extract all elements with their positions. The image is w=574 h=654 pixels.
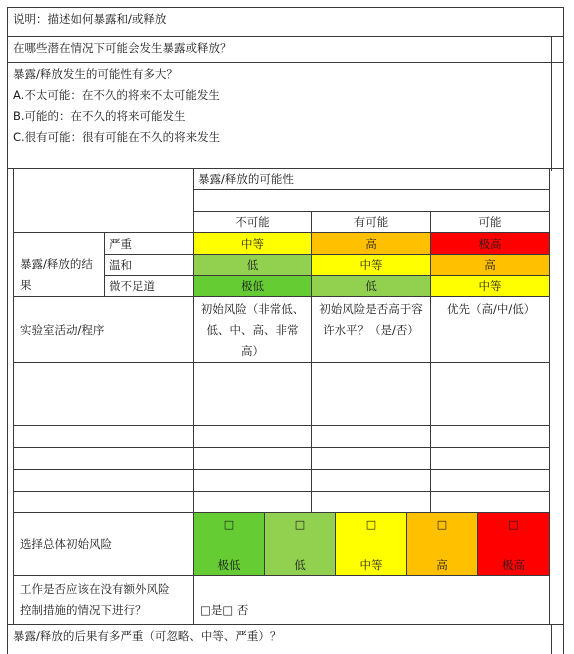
- activity-row-4-col0[interactable]: [13, 469, 194, 492]
- risk-cell-negligible-unlikely: [193, 275, 312, 297]
- option-c: C.很有可能：很有可能在不久的将来发生: [13, 130, 221, 144]
- activity-row-1-col0[interactable]: [13, 362, 194, 426]
- consequence-label-cell: [13, 232, 105, 297]
- activity-row-4-col3[interactable]: [430, 469, 550, 492]
- matrix-corner-cell: [13, 168, 194, 233]
- activity-row-2-col2[interactable]: [311, 425, 431, 448]
- activity-row-2-col1[interactable]: [193, 425, 312, 448]
- row-label-moderate: [104, 254, 194, 276]
- proceed-answer-cell: [193, 575, 550, 625]
- risk-cell-severe-possible: [311, 232, 431, 255]
- risk-option-label: 中等: [359, 558, 383, 572]
- risk-value: 极高: [478, 236, 502, 251]
- risk-cell-moderate-unlikely: [193, 254, 312, 276]
- activities-header-above-tolerance: [311, 296, 431, 363]
- activity-row-1-col2[interactable]: [311, 362, 431, 426]
- risk-value: 中等: [359, 258, 383, 272]
- proceed-question-cell: [13, 575, 194, 625]
- risk-option-label: 高: [436, 558, 448, 572]
- activity-row-2-col3[interactable]: [430, 425, 550, 448]
- activity-row-4-col2[interactable]: [311, 469, 431, 492]
- checkbox-icon[interactable]: □: [223, 518, 235, 531]
- risk-value: 中等: [478, 279, 502, 293]
- footer-question: 暴露/释放的后果有多严重（可忽略、中等、严重）？: [13, 629, 282, 643]
- activity-row-2-col0[interactable]: [13, 425, 194, 448]
- checkbox-icon[interactable]: □: [436, 518, 448, 531]
- activity-row-3-col1[interactable]: [193, 447, 312, 470]
- consequence-label-line2: 果: [20, 278, 32, 292]
- col-likely-label: 可能: [478, 215, 502, 229]
- activity-row-4-col1[interactable]: [193, 469, 312, 492]
- moderate-label: 温和: [109, 258, 132, 272]
- risk-cell-negligible-likely: [430, 275, 550, 297]
- severe-label: 严重: [109, 236, 132, 251]
- risk-cell-severe-likely: [430, 232, 550, 255]
- initial-risk-header: 初始风险（非常低、低、中、高、非常高）: [200, 302, 305, 358]
- risk-value: 低: [365, 279, 377, 293]
- instructions-title: 说明：描述如何暴露和/或释放: [13, 12, 167, 26]
- proceed-question-line2: 控制措施的情况下进行？: [20, 603, 147, 617]
- footer-right-line: [551, 624, 552, 654]
- activity-row-1-col1[interactable]: [193, 362, 312, 426]
- activity-row-3-col2[interactable]: [311, 447, 431, 470]
- activities-label: 实验室活动/程序: [20, 322, 105, 337]
- likelihood-spacer: [193, 189, 550, 212]
- activity-row-3-col0[interactable]: [13, 447, 194, 470]
- risk-option-very-low[interactable]: [193, 512, 265, 576]
- risk-value: 极低: [241, 279, 264, 293]
- row-label-negligible: [104, 275, 194, 297]
- risk-option-high[interactable]: [406, 512, 478, 576]
- row-label-severe: [104, 232, 194, 255]
- activity-row-5-col2[interactable]: [311, 491, 431, 513]
- col-header-likely: [430, 211, 550, 233]
- checkbox-icon[interactable]: □: [294, 518, 306, 531]
- activities-header-initial-risk: [193, 296, 312, 363]
- risk-value: 高: [484, 258, 496, 272]
- col-header-unlikely: [193, 211, 312, 233]
- option-b: B.可能的：在不久的将来可能发生: [13, 109, 186, 123]
- row-divider-2: [7, 62, 564, 63]
- activity-row-1-col3[interactable]: [430, 362, 550, 426]
- priority-header: 优先（高/中/低）: [447, 302, 536, 316]
- likelihood-header: 暴露/释放的可能性: [198, 172, 294, 186]
- risk-option-low[interactable]: [264, 512, 336, 576]
- risk-cell-negligible-possible: [311, 275, 431, 297]
- checkbox-icon[interactable]: □: [365, 518, 377, 531]
- checkbox-icon[interactable]: □: [508, 518, 519, 531]
- col-unlikely-label: 不可能: [235, 215, 270, 229]
- negligible-label: 微不足道: [109, 279, 155, 293]
- risk-option-medium[interactable]: [335, 512, 407, 576]
- overall-risk-label: 选择总体初始风险: [20, 537, 112, 551]
- risk-value: 高: [365, 236, 377, 251]
- activity-row-5-col1[interactable]: [193, 491, 312, 513]
- col-header-possible: [311, 211, 431, 233]
- question-where: 在哪些潜在情况下可能会发生暴露或释放？: [13, 41, 232, 55]
- footer-divider: [7, 624, 564, 625]
- consequence-label-line1: 暴露/释放的结: [20, 257, 93, 271]
- risk-value: 低: [246, 258, 259, 272]
- proceed-answer[interactable]: □是□ 否: [200, 603, 249, 617]
- risk-value: 中等: [241, 236, 264, 251]
- above-tolerance-header: 初始风险是否高于容许水平？（是/否）: [319, 302, 423, 337]
- activities-label-cell: [13, 296, 194, 363]
- activity-row-5-col3[interactable]: [430, 491, 550, 513]
- proceed-question-line1: 工作是否应该在没有额外风险: [20, 582, 170, 596]
- activity-row-5-col0[interactable]: [13, 491, 194, 513]
- risk-cell-severe-unlikely: [193, 232, 312, 255]
- risk-option-label: 极高: [502, 558, 525, 572]
- overall-risk-label-cell: [13, 512, 194, 576]
- activity-row-3-col3[interactable]: [430, 447, 550, 470]
- activities-header-priority: [430, 296, 550, 363]
- risk-cell-moderate-possible: [311, 254, 431, 276]
- col-possible-label: 有可能: [353, 215, 389, 229]
- risk-option-very-high[interactable]: [477, 512, 550, 576]
- risk-option-label: 低: [294, 558, 306, 572]
- question-likelihood: 暴露/释放发生的可能性有多大？: [13, 67, 178, 81]
- risk-cell-moderate-likely: [430, 254, 550, 276]
- row-divider-1: [7, 36, 564, 37]
- risk-option-label: 极低: [217, 558, 241, 572]
- right-margin-line: [551, 36, 552, 171]
- likelihood-header-cell: [193, 168, 550, 190]
- option-a: A.不太可能：在不久的将来不太可能发生: [13, 88, 220, 102]
